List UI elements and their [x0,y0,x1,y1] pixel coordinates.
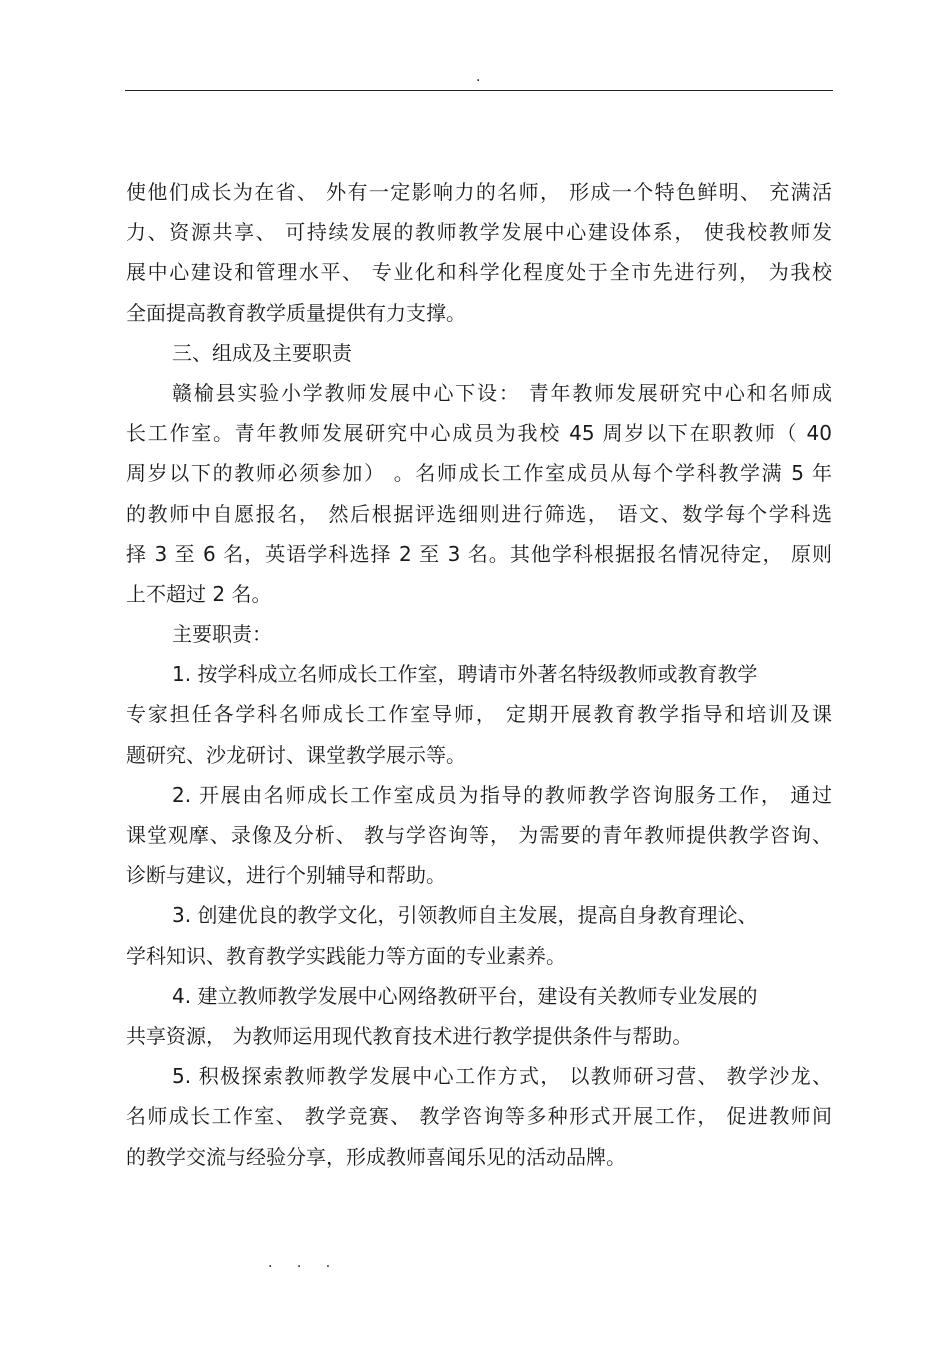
text-line: 主要职责： [172,622,272,647]
text-line: 诊断与建议，进行个别辅导和帮助。 [126,863,446,888]
text-line: 的教师中自愿报名， 然后根据评选细则进行筛选， 语文、数学每个学科选 [126,501,832,526]
text-line: 名师成长工作室、 教学竞赛、 教学咨询等多种形式开展工作， 促进教师间 [126,1104,832,1129]
text-line: 使他们成长为在省、 外有一定影响力的名师， 形成一个特色鲜明、 充满活 [126,180,832,204]
text-line: 赣榆县实验小学教师发展中心下设： 青年教师发展研究中心和名师成 [172,380,832,405]
header-mark: . [476,69,481,85]
text-line: 5. 积极探索教师教学发展中心工作方式， 以教师研习营、 教学沙龙、 [172,1064,832,1089]
document-body [126,172,832,1177]
text-line: 择 3 至 6 名，英语学科选择 2 至 3 名。其他学科根据报名情况待定， 原则 [126,541,832,566]
text-line: 1. 按学科成立名师成长工作室，聘请市外著名特级教师或教育教学 [172,662,758,687]
text-line: 2. 开展由名师成长工作室成员为指导的教师教学咨询服务工作， 通过 [172,782,832,807]
text-line: 全面提高教育教学质量提供有力支撑。 [126,300,466,325]
text-line: 共享资源， 为教师运用现代教育技术进行教学提供条件与帮助。 [126,1023,693,1048]
text-line: 力、资源共享、 可持续发展的教师教学发展中心建设体系， 使我校教师发 [126,220,832,245]
footer-mark: . . . [268,1255,341,1271]
text-line: 学科知识、教育教学实践能力等方面的专业素养。 [126,943,566,968]
text-line: 长工作室。青年教师发展研究中心成员为我校 45 周岁以下在职教师（ 40 [126,421,832,446]
text-line: 3. 创建优良的教学文化，引领教师自主发展，提高自身教育理论、 [172,903,758,928]
header-rule [125,90,833,91]
text-line: 周岁以下的教师必须参加） 。名师成长工作室成员从每个学科教学满 5 年 [126,461,832,486]
text-line: 上不超过 2 名。 [126,581,272,606]
text-line: 4. 建立教师教学发展中心网络教研平台，建设有关教师专业发展的 [172,983,758,1008]
text-line: 课堂观摩、录像及分析、 教与学咨询等， 为需要的青年教师提供教学咨询、 [126,823,832,847]
text-line: 题研究、沙龙研讨、课堂教学展示等。 [126,742,466,767]
text-line: 专家担任各学科名师成长工作室导师， 定期开展教育教学指导和培训及课 [126,702,832,727]
text-line: 展中心建设和管理水平、 专业化和科学化程度处于全市先进行列， 为我校 [126,260,832,285]
text-line: 的教学交流与经验分享，形成教师喜闻乐见的活动品牌。 [126,1144,626,1169]
text-line: 三、组成及主要职责 [172,340,352,365]
